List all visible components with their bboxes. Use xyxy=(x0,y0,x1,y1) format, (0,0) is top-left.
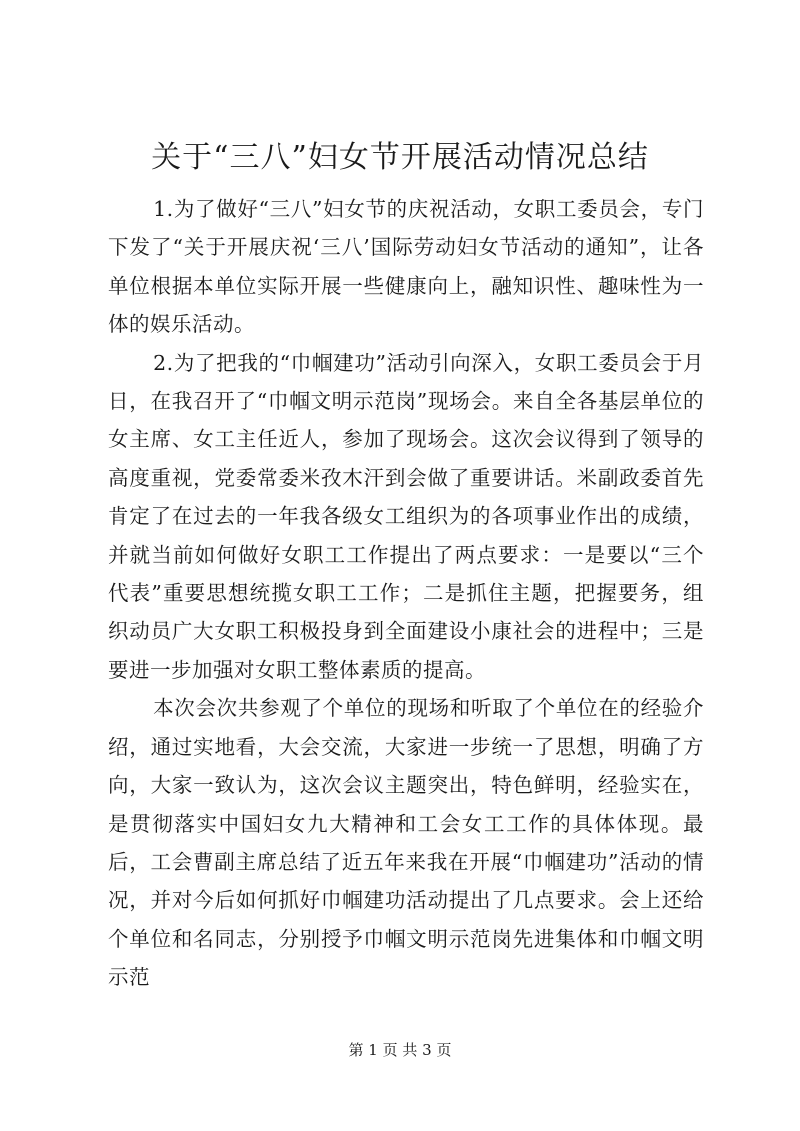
paragraph-3: 本次会次共参观了个单位的现场和听取了个单位在的经验介绍，通过实地看，大会交流，大家进一步统一了思想，明确了方向，大家一致认为，这次会议主题突出，特色鲜明，经验实在，是贯彻落实中国妇女九大精神和工会女工工作的具体体现。最后，工会曹副主席总结了近五年来我在开展“巾帼建功”活动的情况，并对今后如何抓好巾帼建功活动提出了几点要求。会上还给个单位和名同志，分别授予巾帼文明示范岗先进集体和巾帼文明示范 xyxy=(108,696,704,990)
document-body xyxy=(108,190,704,997)
paragraph-1: 1.为了做好“三八”妇女节的庆祝活动，女职工委员会，专门下发了“关于开展庆祝‘三八’国际劳动妇女节活动的通知”，让各单位根据本单位实际开展一些健康向上，融知识性、趣味性为一体的娱乐活动。 xyxy=(108,197,704,337)
document-title: 关于“三八”妇女节开展活动情况总结 xyxy=(151,140,649,175)
paragraph-2: 2.为了把我的“巾帼建功”活动引向深入，女职工委员会于月日，在我召开了“巾帼文明示范岗”现场会。来自全各基层单位的女主席、女工主任近人，参加了现场会。这次会议得到了领导的高度重视，党委常委米孜木汗到会做了重要讲话。米副政委首先肯定了在过去的一年我各级女工组织为的各项事业作出的成绩，并就当前如何做好女职工工作提出了两点要求：一是要以“三个代表”重要思想统揽女职工工作；二是抓住主题，把握要务，组织动员广大女职工积极投身到全面建设小康社会的进程中；三是要进一步加强对女职工整体素质的提高。 xyxy=(108,350,704,682)
page-footer: 第 1 页 共 3 页 xyxy=(348,1041,452,1059)
